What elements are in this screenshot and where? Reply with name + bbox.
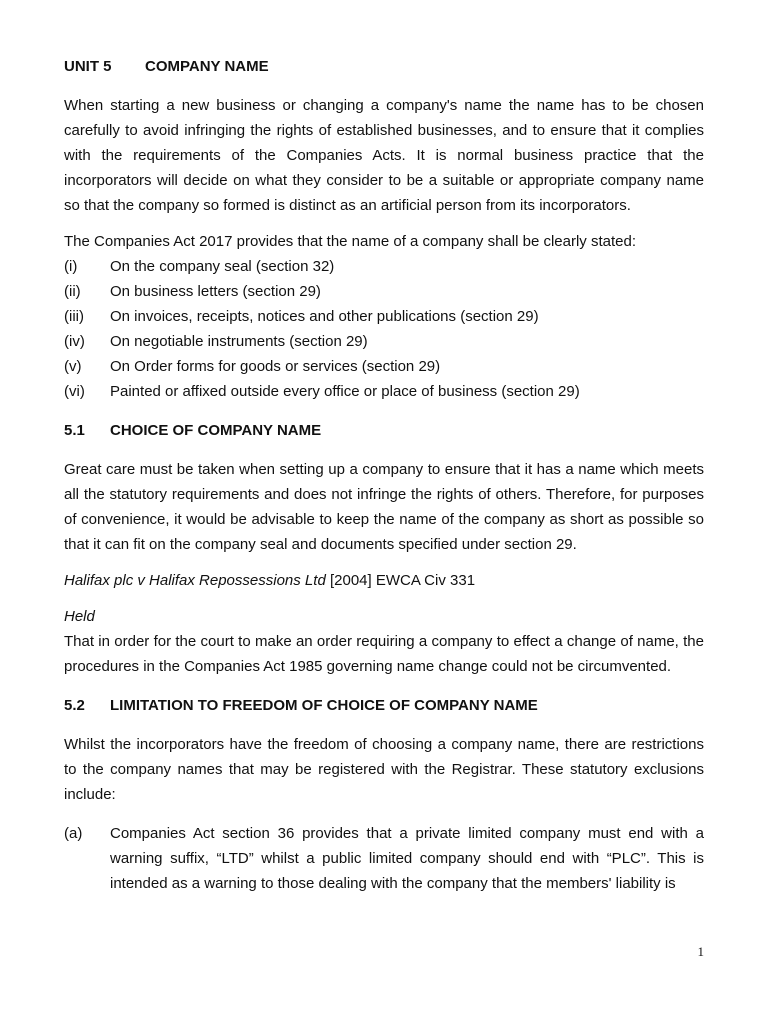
section-title: CHOICE OF COMPANY NAME [110, 422, 322, 439]
act-statement: The Companies Act 2017 provides that the name of a company shall be clearly stated: [64, 233, 636, 250]
document-page [64, 54, 704, 896]
list-item-text: On negotiable instruments (section 29) [110, 333, 368, 350]
page-number: 1 [697, 944, 704, 959]
case-citation: [2004] EWCA Civ 331 [325, 572, 476, 589]
held-label: Held [64, 608, 95, 625]
exclusion-label: (a) [64, 825, 83, 842]
section-number: 5.2 [64, 697, 85, 714]
list-item-label: (ii) [64, 283, 81, 300]
section-5-1-paragraph: Great care must be taken when setting up a company to ensure that it has a name which meets all the statutory requirements and does not infringe the rights of others. Therefore, for purposes of convenience, it would be advisable to keep the name of the company as short as possible so that it can fit on the company seal and documents specified under section 29. [64, 461, 704, 553]
list-item-label: (iv) [64, 333, 85, 350]
list-item-text: On Order forms for goods or services (section 29) [110, 358, 441, 375]
case-reference [64, 568, 704, 593]
section-title: LIMITATION TO FREEDOM OF CHOICE OF COMPANY NAME [110, 697, 538, 714]
unit-number: UNIT 5 [64, 58, 112, 75]
section-5-2-heading [64, 693, 704, 718]
unit-title: COMPANY NAME [145, 58, 269, 75]
list-item-label: (v) [64, 358, 82, 375]
list-item-text: Painted or affixed outside every office or place of business (section 29) [110, 383, 580, 400]
list-item [64, 329, 704, 354]
list-item [64, 279, 704, 304]
exclusion-item-a [64, 821, 704, 896]
list-item [64, 304, 704, 329]
list-item-text: On the company seal (section 32) [110, 258, 335, 275]
list-item-text: On business letters (section 29) [110, 283, 321, 300]
exclusion-text: Companies Act section 36 provides that a private limited company must end with a warning suffix, “LTD” whilst a public limited company should end with “PLC”. This is intended as a warning to those dealing with the company that the members' liability is [110, 825, 704, 892]
list-item-label: (i) [64, 258, 78, 275]
list-item [64, 354, 704, 379]
held-text: That in order for the court to make an order requiring a company to effect a change of name, the procedures in the Companies Act 1985 governing name change could not be circumvented. [64, 633, 704, 675]
list-item [64, 254, 704, 279]
section-number: 5.1 [64, 422, 85, 439]
case-name: Halifax plc v Halifax Repossessions Ltd [64, 572, 326, 589]
list-item-label: (iii) [64, 308, 84, 325]
intro-paragraph: When starting a new business or changing a company's name the name has to be chosen carefully to avoid infringing the rights of established businesses, and to ensure that it complies with the requirements of the Companies Acts. It is normal business practice that the incorporators will decide on what they consider to be a suitable or appropriate company name so that the company so formed is distinct as an artificial person from its incorporators. [64, 97, 704, 214]
section-5-2-paragraph: Whilst the incorporators have the freedom of choosing a company name, there are restrictions to the company names that may be registered with the Registrar. These statutory exclusions include: [64, 736, 704, 803]
list-item-label: (vi) [64, 383, 85, 400]
list-item-text: On invoices, receipts, notices and other publications (section 29) [110, 308, 539, 325]
seal-location-list [64, 254, 704, 404]
unit-heading [64, 54, 704, 79]
section-5-1-heading [64, 418, 704, 443]
list-item [64, 379, 704, 404]
